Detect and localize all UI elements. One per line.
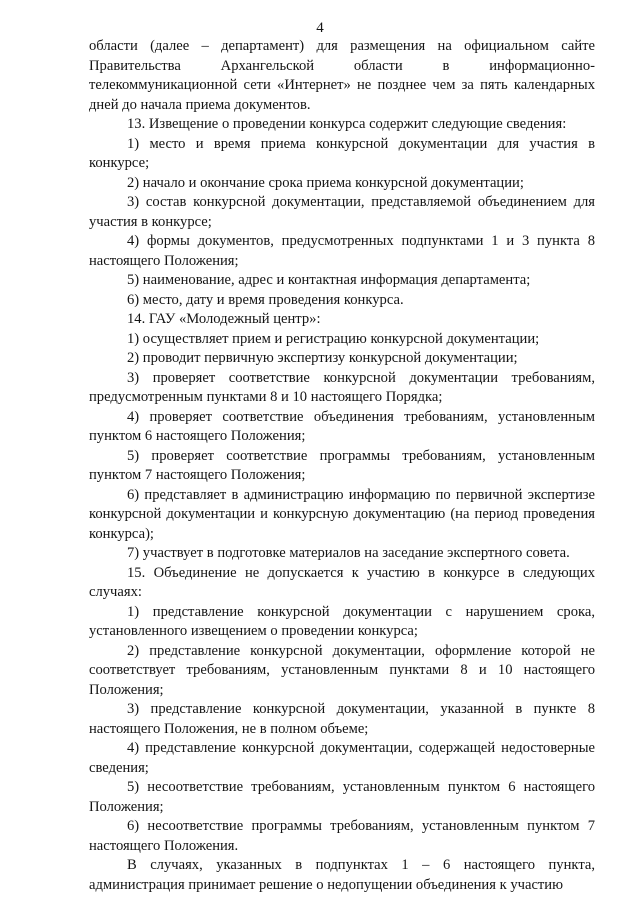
list-item-13-4: 4) формы документов, предусмотренных подпунктами 1 и 3 пункта 8 настоящего Положения;	[89, 233, 595, 269]
list-item-14-6: 6) представляет в администрацию информацию по первичной экспертизе конкурсной документации и конкурсную документацию (на период проведения конкурса);	[89, 486, 595, 542]
paragraph-clause-13: 13. Извещение о проведении конкурса содержит следующие сведения:	[127, 116, 567, 132]
document-body	[89, 37, 595, 895]
paragraph-clause-14: 14. ГАУ «Молодежный центр»:	[127, 311, 321, 327]
list-item-13-2: 2) начало и окончание срока приема конкурсной документации;	[127, 174, 524, 191]
paragraph-continuation: области (далее – департамент) для размещения на официальном сайте Правительства Архангельской области в информационно-телекоммуникационной сети «Интернет» не позднее чем за пять календарных дней до начала приема документов.	[89, 38, 595, 113]
list-item-14-3: 3) проверяет соответствие конкурсной документации требованиям, предусмотренным пунктами 8 и 10 настоящего Порядка;	[89, 369, 595, 405]
list-item-14-7: 7) участвует в подготовке материалов на заседание экспертного совета.	[127, 545, 570, 561]
list-item-15-4: 4) представление конкурсной документации, содержащей недостоверные сведения;	[89, 740, 595, 776]
list-item-15-5: 5) несоответствие требованиям, установленным пунктом 6 настоящего Положения;	[89, 779, 595, 815]
list-item-13-6: 6) место, дату и время проведения конкурса.	[127, 291, 404, 308]
list-item-15-6: 6) несоответствие программы требованиям, установленным пунктом 7 настоящего Положения.	[89, 818, 595, 854]
list-item-13-1: 1) место и время приема конкурсной документации для участия в конкурсе;	[89, 135, 595, 171]
list-item-13-3: 3) состав конкурсной документации, представляемой объединением для участия в конкурсе;	[89, 194, 595, 230]
list-item-14-5: 5) проверяет соответствие программы требованиям, установленным пунктом 7 настоящего Положения;	[89, 447, 595, 483]
list-item-14-2: 2) проводит первичную экспертизу конкурсной документации;	[127, 350, 518, 366]
list-item-14-4: 4) проверяет соответствие объединения требованиям, установленным пунктом 6 настоящего Положения;	[89, 408, 595, 444]
list-item-13-5: 5) наименование, адрес и контактная информация департамента;	[127, 272, 531, 288]
list-item-14-1: 1) осуществляет прием и регистрацию конкурсной документации;	[127, 330, 540, 347]
list-item-15-1: 1) представление конкурсной документации с нарушением срока, установленного извещением о проведении конкурса;	[89, 603, 595, 639]
page-number: 4	[316, 20, 324, 36]
paragraph-clause-15: 15. Объединение не допускается к участию в конкурсе в следующих случаях:	[89, 564, 595, 600]
paragraph-closing: В случаях, указанных в подпунктах 1 – 6 настоящего пункта, администрация принимает решение о недопущении объединения к участию	[89, 857, 595, 893]
list-item-15-2: 2) представление конкурсной документации, оформление которой не соответствует требованиям, установленным пунктами 8 и 10 настоящего Положения;	[89, 642, 595, 698]
list-item-15-3: 3) представление конкурсной документации, указанной в пункте 8 настоящего Положения, не в полном объеме;	[89, 701, 595, 737]
